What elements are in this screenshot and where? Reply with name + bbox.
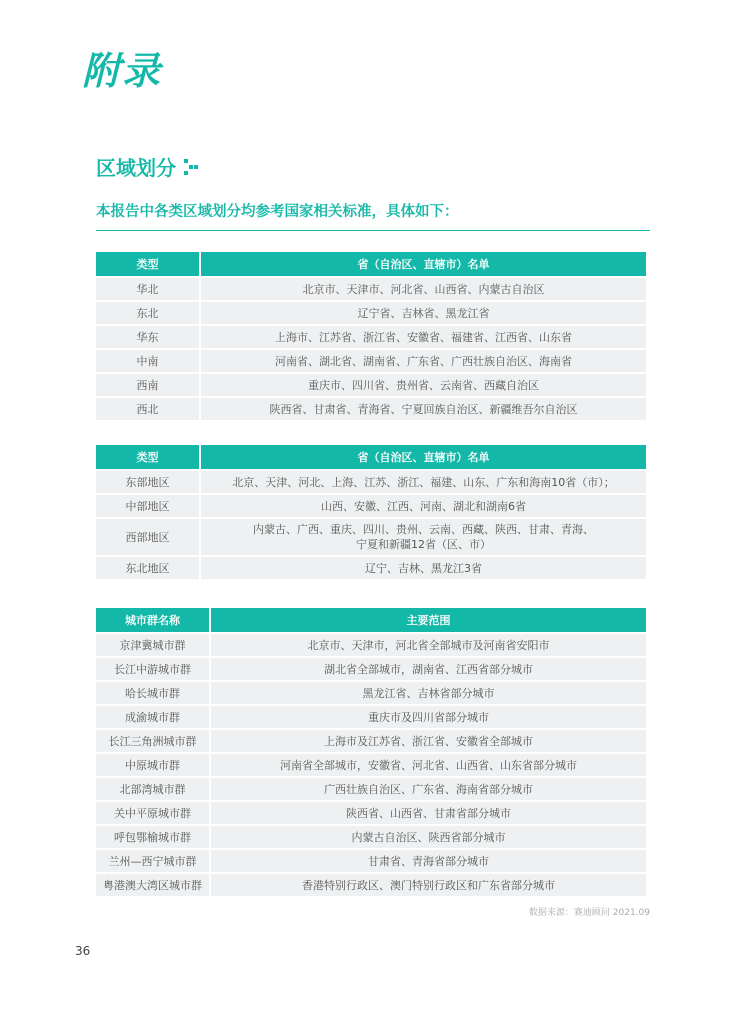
table-row xyxy=(96,557,646,579)
table-cell: 内蒙古自治区、陕西省部分城市 xyxy=(211,826,646,848)
table-cell: 辽宁省、吉林省、黑龙江省 xyxy=(201,302,646,324)
table-cell: 长江三角洲城市群 xyxy=(96,730,211,752)
table-cell: 河南省全部城市，安徽省、河北省、山西省、山东省部分城市 xyxy=(211,754,646,776)
section-title xyxy=(96,152,198,181)
cell-line: 内蒙古、广西、重庆、四川、贵州、云南、西藏、陕西、甘肃、青海、 xyxy=(253,523,594,536)
table-row xyxy=(96,471,646,493)
table-cell: 北京市、天津市，河北省全部城市及河南省安阳市 xyxy=(211,634,646,656)
table-cell: 成渝城市群 xyxy=(96,706,211,728)
column-header: 类型 xyxy=(96,445,201,469)
section-title-text: 区域划分 xyxy=(96,156,176,180)
table-cell: 陕西省、山西省、甘肃省部分城市 xyxy=(211,802,646,824)
table-cell: 粤港澳大湾区城市群 xyxy=(96,874,211,896)
table-row xyxy=(96,730,646,752)
table-row xyxy=(96,874,646,896)
column-header: 省（自治区、直辖市）名单 xyxy=(201,252,646,276)
table-row xyxy=(96,519,646,555)
table-cell: 中南 xyxy=(96,350,201,372)
table-header-row xyxy=(96,445,646,469)
table-cell: 广西壮族自治区、广东省、海南省部分城市 xyxy=(211,778,646,800)
table-cell: 华东 xyxy=(96,326,201,348)
table-cell: 中部地区 xyxy=(96,495,201,517)
table-cell: 重庆市、四川省、贵州省、云南省、西藏自治区 xyxy=(201,374,646,396)
table-cell: 中原城市群 xyxy=(96,754,211,776)
table-header-row xyxy=(96,252,646,276)
region-table-2 xyxy=(96,443,646,581)
table-row xyxy=(96,802,646,824)
table-row xyxy=(96,398,646,420)
table-cell: 上海市、江苏省、浙江省、安徽省、福建省、江西省、山东省 xyxy=(201,326,646,348)
table-cell: 西部地区 xyxy=(96,519,201,555)
table-row xyxy=(96,374,646,396)
table-row xyxy=(96,706,646,728)
table-row xyxy=(96,826,646,848)
table-cell: 西南 xyxy=(96,374,201,396)
table-row xyxy=(96,754,646,776)
column-header: 主要范围 xyxy=(211,608,646,632)
table-cell: 兰州—西宁城市群 xyxy=(96,850,211,872)
table-cell: 重庆市及四川省部分城市 xyxy=(211,706,646,728)
table-row xyxy=(96,634,646,656)
table-cell: 湖北省全部城市，湖南省、江西省部分城市 xyxy=(211,658,646,680)
divider xyxy=(96,230,650,231)
table-cell: 上海市及江苏省、浙江省、安徽省全部城市 xyxy=(211,730,646,752)
table-cell: 北京、天津、河北、上海、江苏、浙江、福建、山东、广东和海南10省（市）； xyxy=(201,471,646,493)
table-cell: 呼包鄂榆城市群 xyxy=(96,826,211,848)
table-cell: 河南省、湖北省、湖南省、广东省、广西壮族自治区、海南省 xyxy=(201,350,646,372)
table-cell: 东北地区 xyxy=(96,557,201,579)
chevron-right-icon xyxy=(184,159,198,175)
page-title: 附录 xyxy=(82,49,163,93)
table-row xyxy=(96,326,646,348)
table-cell: 甘肃省、青海省部分城市 xyxy=(211,850,646,872)
data-source-note: 数据来源：赛迪顾问 2021.09 xyxy=(528,908,650,918)
intro-text: 本报告中各类区域划分均参考国家相关标准，具体如下： xyxy=(96,204,459,220)
table-row xyxy=(96,658,646,680)
table-cell: 香港特别行政区、澳门特别行政区和广东省部分城市 xyxy=(211,874,646,896)
table-row xyxy=(96,682,646,704)
table-header-row xyxy=(96,608,646,632)
table-cell: 北部湾城市群 xyxy=(96,778,211,800)
column-header: 城市群名称 xyxy=(96,608,211,632)
cell-line: 宁夏和新疆12省（区、市） xyxy=(356,538,491,551)
table-cell: 哈长城市群 xyxy=(96,682,211,704)
table-row xyxy=(96,850,646,872)
table-row xyxy=(96,350,646,372)
page-number: 36 xyxy=(75,944,91,958)
table-cell: 西北 xyxy=(96,398,201,420)
city-cluster-table xyxy=(96,606,646,898)
table-cell: 辽宁、吉林、黑龙江3省 xyxy=(201,557,646,579)
table-cell: 华北 xyxy=(96,278,201,300)
table-cell: 山西、安徽、江西、河南、湖北和湖南6省 xyxy=(201,495,646,517)
column-header: 类型 xyxy=(96,252,201,276)
column-header: 省（自治区、直辖市）名单 xyxy=(201,445,646,469)
table-row xyxy=(96,778,646,800)
table-cell: 北京市、天津市、河北省、山西省、内蒙古自治区 xyxy=(201,278,646,300)
region-table-1 xyxy=(96,250,646,422)
table-cell: 长江中游城市群 xyxy=(96,658,211,680)
table-cell: 黑龙江省、吉林省部分城市 xyxy=(211,682,646,704)
table-row xyxy=(96,278,646,300)
table-cell: 陕西省、甘肃省、青海省、宁夏回族自治区、新疆维吾尔自治区 xyxy=(201,398,646,420)
table-cell: 关中平原城市群 xyxy=(96,802,211,824)
table-cell: 东部地区 xyxy=(96,471,201,493)
table-cell: 京津冀城市群 xyxy=(96,634,211,656)
table-cell: 东北 xyxy=(96,302,201,324)
table-row xyxy=(96,495,646,517)
table-cell xyxy=(201,519,646,555)
table-row xyxy=(96,302,646,324)
